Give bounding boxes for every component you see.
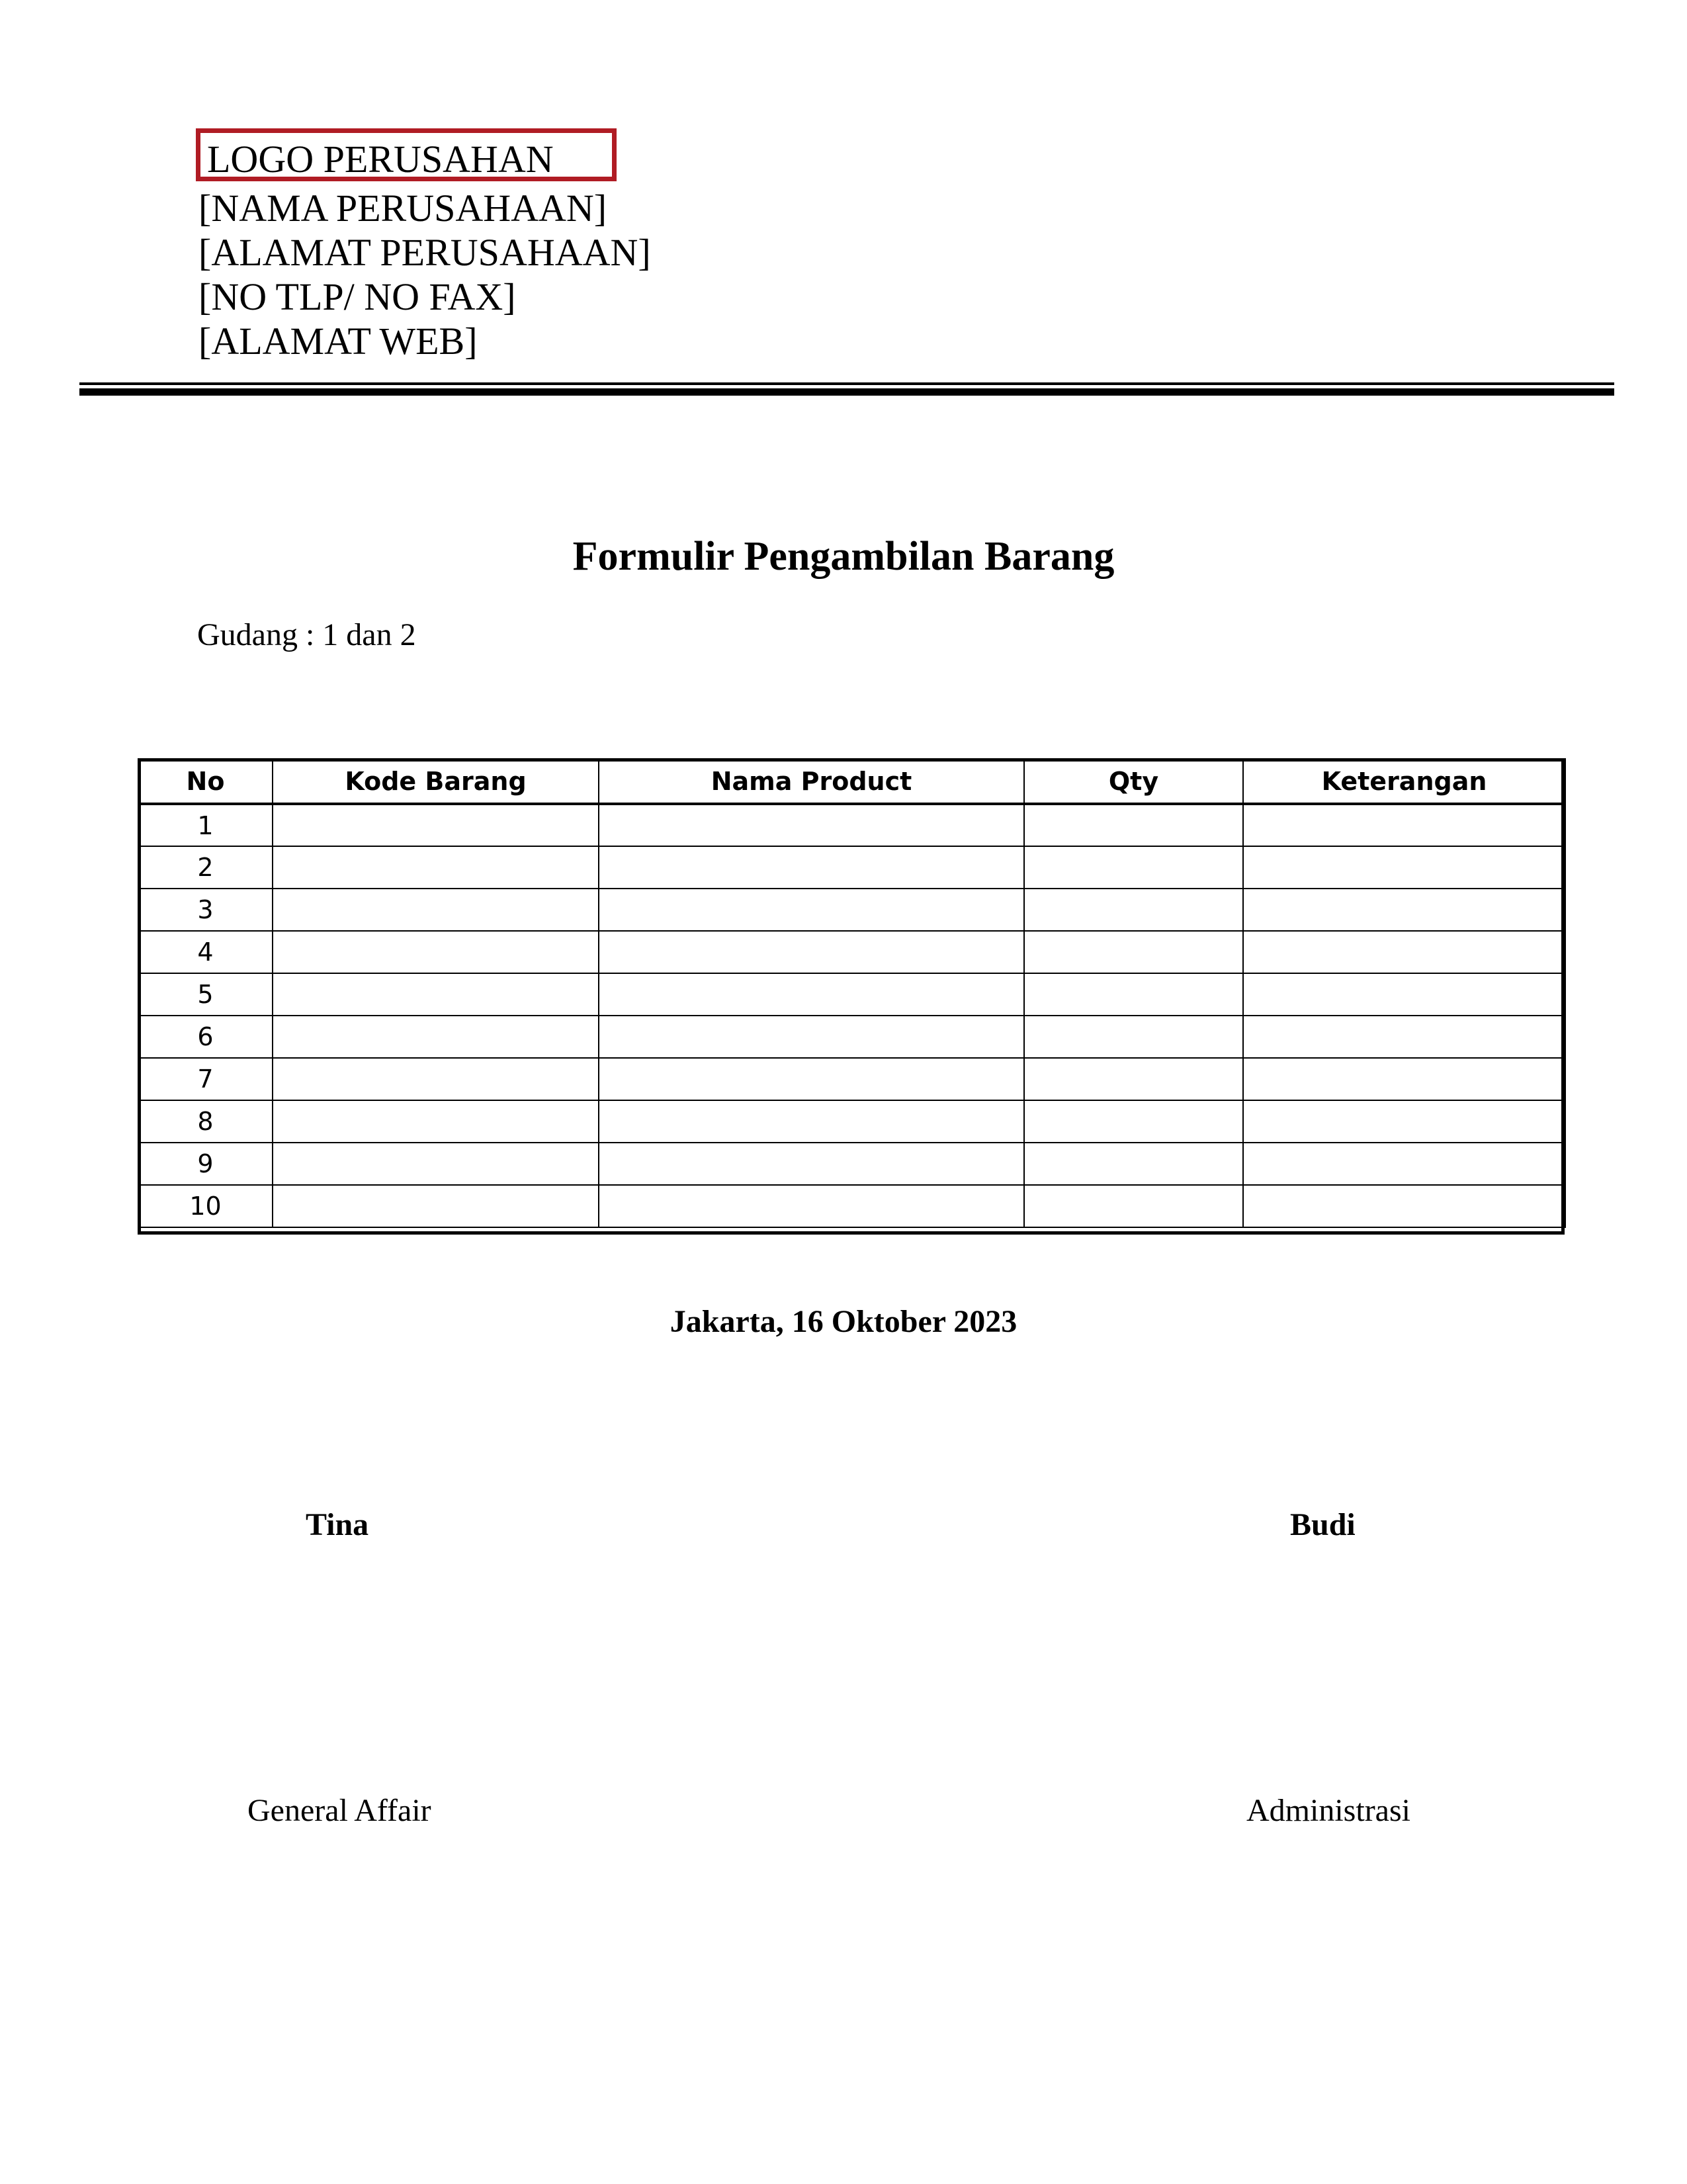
table-row [138,973,1565,1016]
table-row [138,1016,1565,1058]
cell-nama-product[interactable] [599,1016,1024,1058]
cell-nama-product[interactable] [599,1143,1024,1185]
cell-kode-barang[interactable] [273,1143,599,1185]
cell-keterangan[interactable] [1243,1143,1565,1185]
table-row [138,1100,1565,1143]
header-no: No [138,759,273,804]
company-logo-text: LOGO PERUSAHAN [207,138,554,181]
cell-qty[interactable] [1024,931,1243,973]
company-phone-fax: [NO TLP/ NO FAX] [198,275,516,318]
cell-keterangan[interactable] [1243,889,1565,931]
signature-left-name: Tina [306,1507,369,1542]
cell-kode-barang[interactable] [273,889,599,931]
cell-nama-product[interactable] [599,1100,1024,1143]
header-kode-barang: Kode Barang [273,759,599,804]
cell-qty[interactable] [1024,846,1243,889]
cell-kode-barang[interactable] [273,846,599,889]
table-row [138,804,1565,846]
cell-keterangan[interactable] [1243,973,1565,1016]
warehouse-label: Gudang : 1 dan 2 [197,617,416,652]
cell-nama-product[interactable] [599,804,1024,846]
cell-keterangan[interactable] [1243,1058,1565,1100]
cell-nama-product[interactable] [599,1058,1024,1100]
signature-right-role: Administrasi [1246,1793,1410,1828]
table-row [138,1185,1565,1227]
cell-no: 1 [138,804,273,846]
cell-qty[interactable] [1024,1185,1243,1227]
header-nama-product: Nama Product [599,759,1024,804]
company-name: [NAMA PERUSAHAAN] [198,187,607,230]
table-row [138,1058,1565,1100]
company-website: [ALAMAT WEB] [198,320,478,363]
form-title: Formulir Pengambilan Barang [572,534,1115,579]
cell-nama-product[interactable] [599,889,1024,931]
cell-kode-barang[interactable] [273,1100,599,1143]
cell-nama-product[interactable] [599,973,1024,1016]
cell-keterangan[interactable] [1243,804,1565,846]
cell-keterangan[interactable] [1243,931,1565,973]
cell-no: 7 [138,1058,273,1100]
place-date: Jakarta, 16 Oktober 2023 [670,1304,1017,1339]
signature-right-name: Budi [1290,1507,1356,1542]
cell-qty[interactable] [1024,1016,1243,1058]
cell-no: 2 [138,846,273,889]
table-row [138,1143,1565,1185]
cell-no: 10 [138,1185,273,1227]
cell-qty[interactable] [1024,889,1243,931]
letterhead-divider-thin [79,382,1614,385]
cell-no: 6 [138,1016,273,1058]
letterhead-divider-thick [79,388,1614,396]
cell-qty[interactable] [1024,1058,1243,1100]
table-row [138,931,1565,973]
cell-keterangan[interactable] [1243,1100,1565,1143]
items-table [138,758,1566,1228]
cell-no: 8 [138,1100,273,1143]
signature-left-role: General Affair [247,1793,431,1828]
cell-nama-product[interactable] [599,846,1024,889]
cell-no: 5 [138,973,273,1016]
cell-keterangan[interactable] [1243,846,1565,889]
cell-kode-barang[interactable] [273,1058,599,1100]
table-row [138,889,1565,931]
header-keterangan: Keterangan [1243,759,1565,804]
cell-kode-barang[interactable] [273,973,599,1016]
table-header-row [138,759,1565,804]
cell-qty[interactable] [1024,804,1243,846]
header-qty: Qty [1024,759,1243,804]
table-row [138,846,1565,889]
cell-no: 4 [138,931,273,973]
company-address: [ALAMAT PERUSAHAAN] [198,231,651,274]
cell-no: 3 [138,889,273,931]
cell-nama-product[interactable] [599,1185,1024,1227]
cell-keterangan[interactable] [1243,1185,1565,1227]
cell-nama-product[interactable] [599,931,1024,973]
cell-qty[interactable] [1024,1100,1243,1143]
cell-no: 9 [138,1143,273,1185]
cell-qty[interactable] [1024,1143,1243,1185]
cell-qty[interactable] [1024,973,1243,1016]
cell-kode-barang[interactable] [273,1016,599,1058]
cell-kode-barang[interactable] [273,931,599,973]
cell-kode-barang[interactable] [273,1185,599,1227]
cell-kode-barang[interactable] [273,804,599,846]
cell-keterangan[interactable] [1243,1016,1565,1058]
